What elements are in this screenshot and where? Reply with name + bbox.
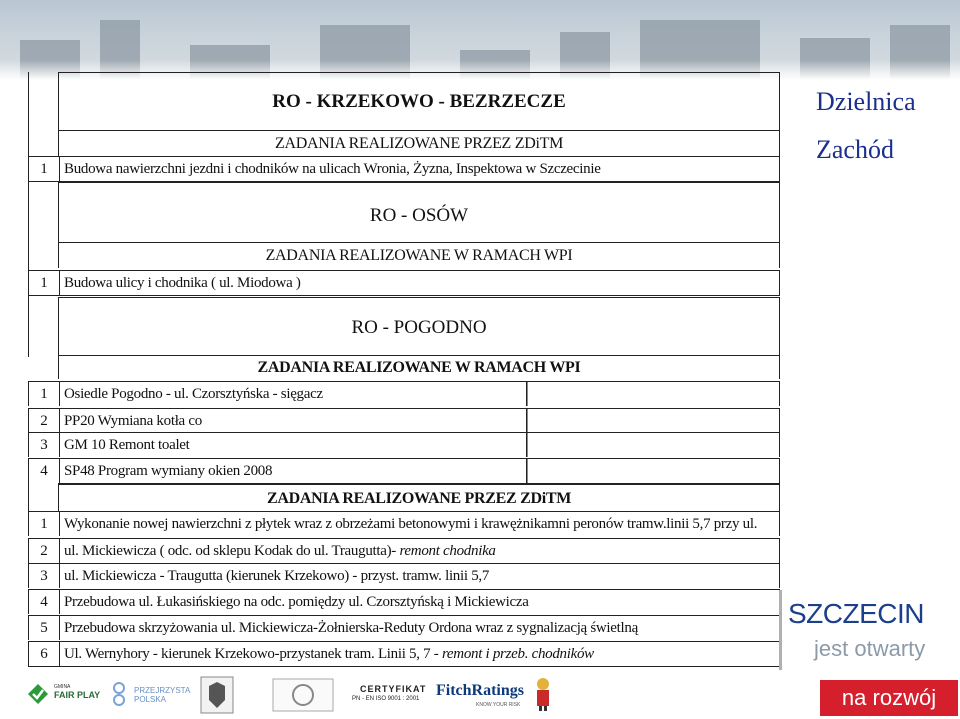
fair-play-logo: [26, 682, 50, 711]
group-heading: ZADANIA REALIZOWANE PRZEZ ZDiTM: [58, 130, 780, 156]
table-row: 2 PP20 Wymiana kotła co: [28, 408, 780, 433]
certificate-sub: PN - EN ISO 9001 : 2001: [352, 696, 420, 702]
district-name: Zachód: [816, 135, 894, 164]
group-heading: ZADANIA REALIZOWANE PRZEZ ZDiTM: [58, 483, 780, 511]
table-row: 2 ul. Mickiewicza ( odc. od sklepu Kodak do ul. Traugutta)- remont chodnika: [28, 538, 780, 563]
section-title: RO - POGODNO: [58, 297, 780, 355]
fair-play-text: FAIR PLAY: [54, 690, 101, 700]
table-row: 5 Przebudowa skrzyżowania ul. Mickiewicza-Żołnierska-Reduty Ordona wraz z sygnalizacją świetlną: [28, 615, 780, 640]
table-row: 1 Budowa ulicy i chodnika ( ul. Miodowa ): [28, 270, 780, 296]
brand-tagline: jest otwarty: [814, 636, 926, 661]
section-title: RO - OSÓW: [58, 182, 780, 242]
emblem-logo: [200, 676, 234, 719]
table-row: 4 SP48 Program wymiany okien 2008: [28, 458, 780, 483]
brand-slogan: na rozwój: [820, 680, 958, 716]
header-banner-photo: [0, 0, 960, 80]
group-heading: ZADANIA REALIZOWANE W RAMACH WPI: [58, 242, 780, 268]
table-row: 4 Przebudowa ul. Łukasińskiego na odc. pomiędzy ul. Czorsztyńską i Mickiewicza: [28, 589, 780, 614]
group-heading: ZADANIA REALIZOWANE W RAMACH WPI: [58, 355, 780, 379]
przejrzysta-polska-logo: [108, 680, 130, 713]
table-row: 3 GM 10 Remont toalet: [28, 432, 780, 457]
district-label: Dzielnica: [816, 87, 916, 116]
footer-logos: [0, 672, 800, 716]
table-row: 1 Osiedle Pogodno - ul. Czorsztyńska - sięgacz: [28, 381, 780, 406]
certificate-title: CERTYFIKAT: [360, 684, 427, 694]
section-title: RO - KRZEKOWO - BEZRZECZE: [58, 72, 780, 130]
table-row: 3 ul. Mickiewicza - Traugutta (kierunek Krzekowo) - przyst. tramw. linii 5,7: [28, 563, 780, 588]
table-row: 1 Wykonanie nowej nawierzchni z płytek wraz z obrzeżami betonowymi i krawężnikamni peronów tramw.linii 5,7 przy ul.: [28, 511, 780, 536]
fitch-ratings-logo: FitchRatings: [436, 682, 524, 699]
table-row: 1 Budowa nawierzchni jezdni i chodników na ulicach Wronia, Żyzna, Inspektowa w Szczecinie: [28, 156, 780, 182]
szczecin-brand: SZCZECIN: [788, 598, 924, 629]
table-row: 6 Ul. Wernyhory - kierunek Krzekowo-przystanek tram. Linii 5, 7 - remont i przeb. chodników: [28, 641, 780, 667]
przejrzysta-polska-text: PRZEJRZYSTA POLSKA: [134, 686, 190, 704]
mascot-logo: [530, 676, 556, 717]
fair-play-small: GMINA: [54, 684, 71, 690]
quality-seal: [272, 678, 334, 717]
fitch-tagline: KNOW YOUR RISK: [476, 702, 521, 708]
